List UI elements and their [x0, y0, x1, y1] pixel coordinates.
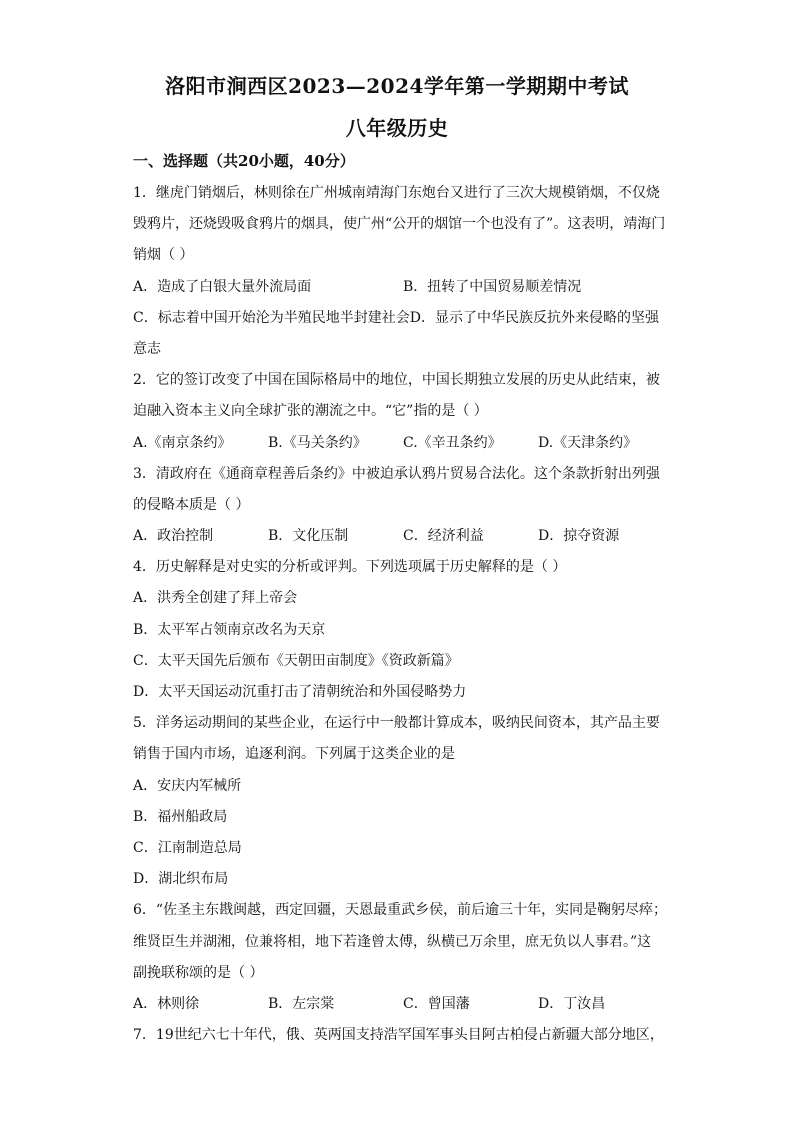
question-1-option-c[interactable]: C．标志着中国开始沦为半殖民地半封建社会: [133, 309, 410, 326]
question-7-line-1: 7．19世纪六七十年代，俄、英两国支持浩罕国军事头目阿古柏侵占新疆大部分地区，: [133, 1027, 664, 1044]
question-1-option-d-cont: 意志: [133, 340, 161, 357]
question-1-options-row-1: [133, 272, 673, 303]
section-heading: 一、选择题（共20小题，40分）: [133, 152, 355, 170]
question-6-options: [133, 989, 673, 1020]
question-list: [133, 178, 673, 1051]
question-2-option-a[interactable]: A.《南京条约》: [133, 434, 232, 451]
question-4-option-a[interactable]: A．洪秀全创建了拜上帝会: [133, 590, 298, 607]
question-6-option-d[interactable]: D．丁汝昌: [538, 995, 606, 1012]
question-1-line-1: 1．继虎门销烟后，林则徐在广州城南靖海门东炮台又进行了三次大规模销烟，不仅烧: [133, 185, 660, 201]
question-3-line-1: 3．清政府在《通商章程善后条约》中被迫承认鸦片贸易合法化。这个条款折射出列强: [133, 465, 660, 482]
question-6-line-2: 维贤臣生并湖湘，位兼将相，地下若逢曾太傅，纵横已万余里，庶无负以人事君。”这: [133, 933, 652, 950]
question-2-line-1: 2．它的签订改变了中国在国际格局中的地位，中国长期独立发展的历史从此结束，被: [133, 372, 660, 389]
question-6-line-1: 6．“佐圣主东戡闽越，西定回疆，天恩最重武乡侯，前后逾三十年，实同是鞠躬尽瘁；: [133, 902, 668, 919]
question-1-options-row-2: [133, 303, 673, 334]
exam-subtitle: 八年级历史: [345, 116, 449, 140]
question-5-line-1: 5．洋务运动期间的某些企业，在运行中一般都计算成本，吸纳民间资本，其产品主要: [133, 715, 660, 732]
question-1-option-b[interactable]: B．扭转了中国贸易顺差情况: [403, 278, 582, 295]
question-3-line-2: 的侵略本质是（ ）: [133, 496, 250, 513]
question-6-option-c[interactable]: C．曾国藩: [403, 995, 470, 1012]
question-5-option-c[interactable]: C．江南制造总局: [133, 839, 242, 856]
question-2-option-c[interactable]: C.《辛丑条约》: [403, 434, 502, 451]
question-5-option-a[interactable]: A．安庆内军械所: [133, 777, 242, 794]
question-2-option-b[interactable]: B.《马关条约》: [268, 434, 367, 451]
question-3-option-c[interactable]: C．经济利益: [403, 528, 484, 545]
question-3-option-b[interactable]: B．文化压制: [268, 528, 349, 545]
question-2-option-d[interactable]: D.《天津条约》: [538, 434, 638, 451]
question-6-option-a[interactable]: A．林则徐: [133, 995, 200, 1012]
question-4-line-1: 4．历史解释是对史实的分析或评判。下列选项属于历史解释的是（ ）: [133, 559, 567, 576]
question-5-option-d[interactable]: D．湖北织布局: [133, 871, 229, 888]
question-2-options: [133, 428, 673, 459]
question-5-line-2: 销售于国内市场，追逐利润。下列属于这类企业的是: [133, 746, 455, 763]
question-3-options: [133, 521, 673, 552]
question-6-line-3: 副挽联称颂的是（ ）: [133, 964, 264, 981]
question-1-line-3: 销烟（ ）: [133, 247, 194, 264]
question-4-option-b[interactable]: B．太平军占领南京改名为天京: [133, 621, 326, 638]
question-2-line-2: 迫融入资本主义向全球扩张的潮流之中。“它”指的是（ ）: [133, 403, 488, 420]
question-6-option-b[interactable]: B．左宗棠: [268, 995, 335, 1012]
question-1-option-a[interactable]: A．造成了白银大量外流局面: [133, 278, 312, 295]
question-1-option-d[interactable]: D．显示了中华民族反抗外来侵略的坚强: [409, 309, 659, 326]
exam-title: 洛阳市涧西区2023—2024学年第一学期期中考试: [165, 74, 629, 98]
question-3-option-a[interactable]: A．政治控制: [133, 528, 214, 545]
question-1-line-2: 毁鸦片，还烧毁吸食鸦片的烟具，使广州“公开的烟馆一个也没有了”。这表明，靖海门: [133, 216, 666, 233]
question-3-option-d[interactable]: D．掠夺资源: [538, 528, 620, 545]
question-4-option-c[interactable]: C．太平天国先后颁布《天朝田亩制度》《资政新篇》: [133, 652, 459, 669]
question-5-option-b[interactable]: B．福州船政局: [133, 808, 228, 825]
question-4-option-d[interactable]: D．太平天国运动沉重打击了清朝统治和外国侵略势力: [133, 684, 467, 700]
